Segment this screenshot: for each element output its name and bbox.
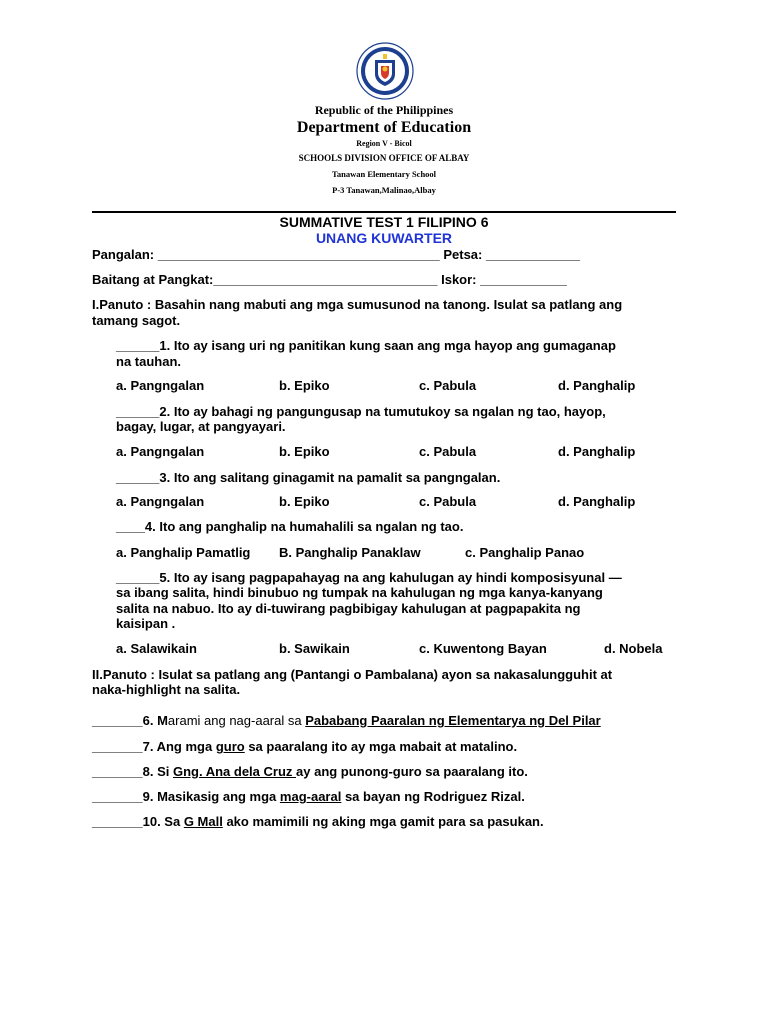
question-2-line2: bagay, lugar, at pangyayari. bbox=[116, 419, 286, 434]
question-4-choice-a[interactable]: a. Panghalip Pamatlig bbox=[116, 545, 251, 560]
question-2-choice-d[interactable]: d. Panghalip bbox=[558, 444, 636, 459]
name-blank[interactable]: _______________________________________ bbox=[157, 247, 440, 262]
question-2-choice-c[interactable]: c. Pabula bbox=[419, 444, 477, 459]
question-1-choice-d[interactable]: d. Panghalip bbox=[558, 378, 636, 393]
item-8-pre: Si bbox=[157, 764, 173, 779]
question-1-choice-a[interactable]: a. Pangngalan bbox=[116, 378, 205, 393]
item-7-pre: Ang mga bbox=[156, 739, 216, 754]
question-1-choice-b[interactable]: b. Epiko bbox=[279, 378, 330, 393]
header-republic: Republic of the Philippines bbox=[314, 103, 454, 117]
deped-seal-icon bbox=[356, 42, 414, 100]
item-6-pre: arami ang nag-aaral sa bbox=[167, 713, 306, 728]
header-address: P-3 Tanawan,Malinao,Albay bbox=[332, 185, 436, 195]
test-title: SUMMATIVE TEST 1 FILIPINO 6 bbox=[279, 214, 489, 230]
question-4-line1: ____4. Ito ang panghalip na humahalili sa ngalan ng tao. bbox=[116, 519, 464, 534]
item-8-after: ay ang punong-guro sa paaralang ito. bbox=[296, 764, 528, 779]
question-4-choice-b[interactable]: B. Panghalip Panaklaw bbox=[279, 545, 421, 560]
question-5-line1: ______5. Ito ay isang pagpapahayag na ang kahulugan ay hindi komposisyunal — bbox=[116, 570, 622, 585]
header-division: SCHOOLS DIVISION OFFICE OF ALBAY bbox=[298, 153, 470, 163]
question-3-choice-d[interactable]: d. Panghalip bbox=[558, 494, 636, 509]
item-9-underlined: mag-aaral bbox=[279, 789, 342, 804]
question-2-choice-b[interactable]: b. Epiko bbox=[279, 444, 330, 459]
item-6-blank[interactable]: _______6. M bbox=[92, 713, 168, 728]
item-10-blank[interactable]: _______10. bbox=[92, 814, 165, 829]
header-region: Region V - Bicol bbox=[356, 139, 412, 148]
date-blank[interactable]: _____________ bbox=[485, 247, 580, 262]
question-4-choice-c[interactable]: c. Panghalip Panao bbox=[465, 545, 585, 560]
item-9 bbox=[92, 789, 525, 804]
question-2-line1: ______2. Ito ay bahagi ng pangungusap na tumutukoy sa ngalan ng tao, hayop, bbox=[116, 404, 606, 419]
test-quarter: UNANG KUWARTER bbox=[315, 230, 453, 246]
score-label: Iskor: bbox=[437, 272, 481, 287]
item-8 bbox=[92, 764, 528, 779]
part2-instruction-line1: II.Panuto : Isulat sa patlang ang (Pantangi o Pambalana) ayon sa nakasalungguhit at bbox=[92, 667, 613, 682]
question-5-line4: kaisipan . bbox=[116, 616, 176, 631]
item-8-underlined: Gng. Ana dela Cruz bbox=[172, 764, 297, 779]
header-divider bbox=[92, 211, 676, 213]
question-3-choice-b[interactable]: b. Epiko bbox=[279, 494, 330, 509]
question-1-choice-c[interactable]: c. Pabula bbox=[419, 378, 477, 393]
header-department: Department of Education bbox=[296, 119, 472, 136]
item-9-pre: Masikasig ang mga bbox=[157, 789, 280, 804]
date-label: Petsa: bbox=[439, 247, 486, 262]
part1-instruction-line2: tamang sagot. bbox=[92, 313, 181, 328]
score-blank[interactable]: ____________ bbox=[480, 272, 567, 287]
grade-blank[interactable]: _______________________________ bbox=[213, 272, 438, 287]
item-8-blank[interactable]: _______8. bbox=[92, 764, 158, 779]
question-2-choice-a[interactable]: a. Pangngalan bbox=[116, 444, 205, 459]
name-field-row bbox=[92, 247, 580, 262]
item-10-pre: Sa bbox=[164, 814, 184, 829]
header-school: Tanawan Elementary School bbox=[331, 169, 437, 179]
item-9-after: sa bayan ng Rodriguez Rizal. bbox=[341, 789, 525, 804]
item-7 bbox=[92, 739, 517, 754]
part2-instruction-line2: naka-highlight na salita. bbox=[92, 682, 241, 697]
question-5-choice-c[interactable]: c. Kuwentong Bayan bbox=[419, 641, 547, 656]
item-7-blank[interactable]: _______7. bbox=[92, 739, 157, 754]
item-9-blank[interactable]: _______9. bbox=[92, 789, 158, 804]
item-6 bbox=[92, 713, 601, 728]
grade-label: Baitang at Pangkat: bbox=[92, 272, 214, 287]
item-7-underlined: guro bbox=[215, 739, 245, 754]
part1-instruction-line1: I.Panuto : Basahin nang mabuti ang mga sumusunod na tanong. Isulat sa patlang ang bbox=[92, 297, 623, 312]
question-1-line2: na tauhan. bbox=[116, 354, 182, 369]
question-5-choice-d[interactable]: d. Nobela bbox=[604, 641, 663, 656]
question-1-line1: ______1. Ito ay isang uri ng panitikan kung saan ang mga hayop ang gumaganap bbox=[116, 338, 616, 353]
question-5-choice-a[interactable]: a. Salawikain bbox=[116, 641, 197, 656]
question-3-choice-a[interactable]: a. Pangngalan bbox=[116, 494, 205, 509]
item-7-after: sa paaralang ito ay mga mabait at matalino. bbox=[244, 739, 518, 754]
item-10 bbox=[92, 814, 544, 829]
question-3-choice-c[interactable]: c. Pabula bbox=[419, 494, 477, 509]
question-5-line2: sa ibang salita, hindi binubuo ng tumpak na kahulugan ng mga kanya-kanyang bbox=[116, 585, 603, 600]
item-10-underlined: G Mall bbox=[183, 814, 223, 829]
name-label: Pangalan: bbox=[92, 247, 158, 262]
question-5-choice-b[interactable]: b. Sawikain bbox=[279, 641, 350, 656]
item-6-underlined: Pababang Paaralan ng Elementarya ng Del Pilar bbox=[305, 713, 601, 728]
item-10-after: ako mamimili ng aking mga gamit para sa pasukan. bbox=[222, 814, 544, 829]
grade-field-row bbox=[92, 272, 567, 287]
question-3-line1: ______3. Ito ang salitang ginagamit na pamalit sa pangngalan. bbox=[116, 470, 501, 485]
question-5-line3: salita na nabuo. Ito ay di-tuwirang pagbibigay kahulugan at pagpapakita ng bbox=[116, 601, 581, 616]
